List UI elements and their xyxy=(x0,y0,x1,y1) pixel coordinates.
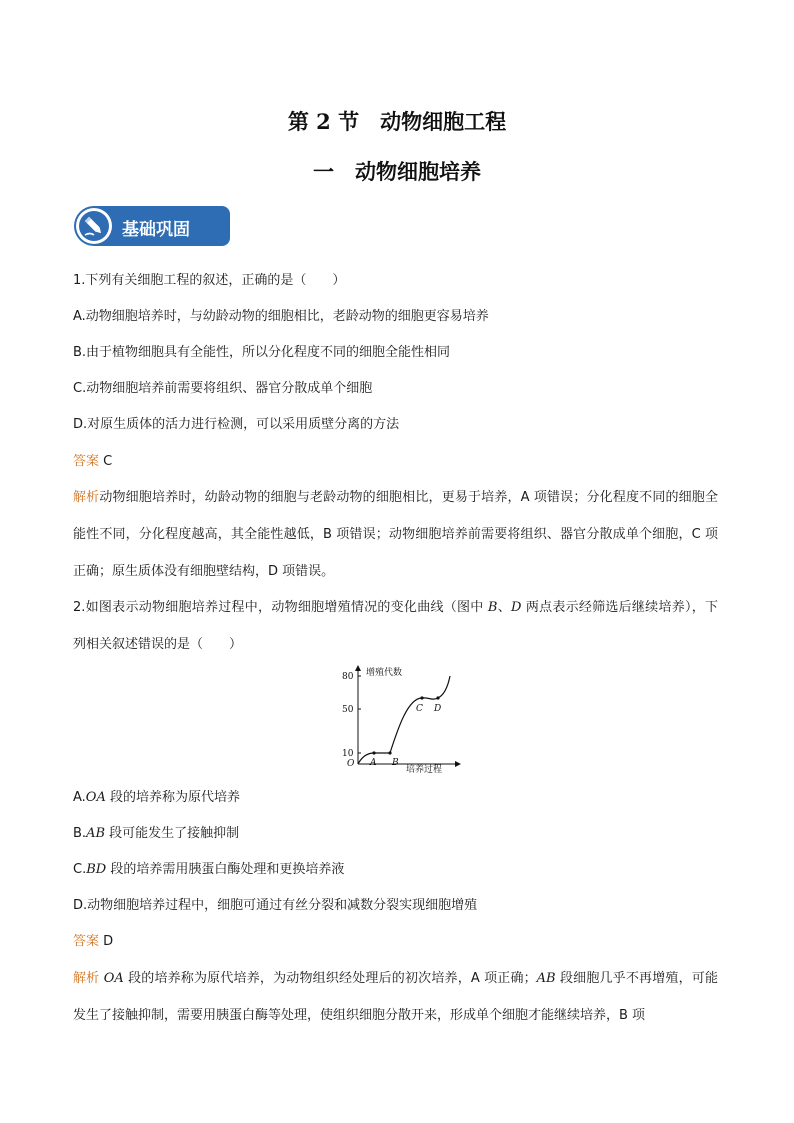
question-1-option-c: C.动物细胞培养前需要将组织、器官分散成单个细胞 xyxy=(73,381,373,396)
proliferation-curve xyxy=(358,676,450,764)
question-2-stem: 2.如图表示动物细胞培养过程中，动物细胞增殖情况的变化曲线（图中 B、D 两点表示经筛选后继续培养），下列相关叙述错误的是（ ） xyxy=(73,600,718,652)
curve-point-label: B xyxy=(392,758,399,768)
y-tick-label: 10 xyxy=(342,749,354,759)
question-1-option-b: B.由于植物细胞具有全能性，所以分化程度不同的细胞全能性相同 xyxy=(73,345,451,360)
y-axis-label: 增殖代数 xyxy=(366,668,403,678)
question-1-option-d: D.对原生质体的活力进行检测，可以采用质壁分离的方法 xyxy=(73,417,400,432)
curve-point-label: A xyxy=(370,758,377,768)
pencil-badge-icon xyxy=(76,208,112,244)
section-title: 第 2 节 动物细胞工程 xyxy=(287,109,507,134)
question-2-analysis: 解析 OA 段的培养称为原代培养，为动物组织经处理后的初次培养，A 项正确；AB 段细胞几乎不再增殖，可能发生了接触抑制，需要用胰蛋白酶等处理，使组织细胞分散开来，形成单个细胞才能继续培养，B 项 xyxy=(73,971,718,1023)
curve-point-a xyxy=(372,751,375,754)
curve-point-label: C xyxy=(416,704,423,714)
y-tick-label: 50 xyxy=(342,705,354,715)
x-axis-label: 培养过程 xyxy=(406,765,443,774)
question-2-option-a: A.OA 段的培养称为原代培养 xyxy=(73,790,240,805)
question-2-option-b: B.AB 段可能发生了接触抑制 xyxy=(73,826,240,841)
origin-label: O xyxy=(347,759,355,769)
question-2-option-d: D.动物细胞培养过程中，细胞可通过有丝分裂和减数分裂实现细胞增殖 xyxy=(73,898,478,913)
analysis-label: 解析 xyxy=(73,490,100,505)
curve-point-label: D xyxy=(434,704,442,714)
answer-value: C xyxy=(103,454,113,469)
curve-point-b xyxy=(388,751,391,754)
question-1-answer xyxy=(73,453,112,471)
question-1-stem: 1.下列有关细胞工程的叙述，正确的是（ ） xyxy=(73,273,346,288)
question-1-option-a: A.动物细胞培养时，与幼龄动物的细胞相比，老龄动物的细胞更容易培养 xyxy=(73,309,489,324)
proliferation-curve-chart xyxy=(336,662,466,774)
answer-label: 答案 xyxy=(73,454,100,469)
question-1-analysis xyxy=(73,479,718,590)
subsection-title: 一 动物细胞培养 xyxy=(313,159,481,184)
badge-label: 基础巩固 xyxy=(122,220,190,240)
question-2-answer xyxy=(73,933,113,951)
answer-value: D xyxy=(103,934,114,949)
question-2-option-c: C.BD 段的培养需用胰蛋白酶处理和更换培养液 xyxy=(73,862,345,877)
curve-point-c xyxy=(420,696,423,699)
y-tick-label: 80 xyxy=(342,672,354,682)
section-badge xyxy=(74,206,230,246)
curve-point-d xyxy=(436,696,439,699)
analysis-text: 动物细胞培养时，幼龄动物的细胞与老龄动物的细胞相比，更易于培养，A 项错误；分化程度不同的细胞全能性不同，分化程度越高，其全能性越低，B 项错误；动物细胞培养前需要将组织、器官分散成单个细胞，C 项正确；原生质体没有细胞壁结构，D 项错误。 xyxy=(73,490,718,579)
answer-label: 答案 xyxy=(73,934,100,949)
